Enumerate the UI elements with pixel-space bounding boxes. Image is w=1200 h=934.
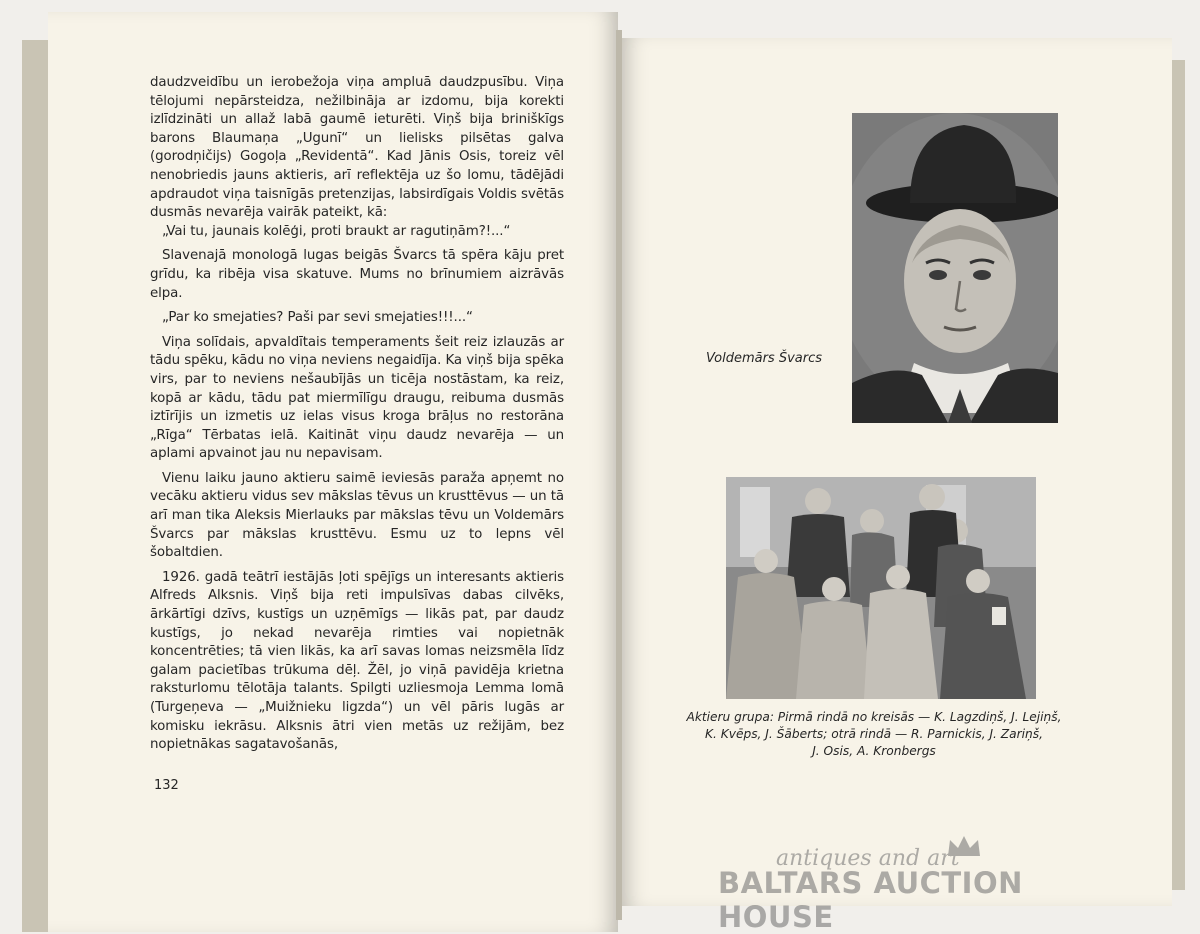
auction-house-watermark [718, 840, 1128, 934]
paragraph-6: Vienu laiku jauno aktieru saimē ieviesās paraža apņemt no vecāku aktieru vidus sev mākslas tēvus un krusttēvus — un tā arī man tika Aleksis Mierlauks par mākslas tēvu un Voldemārs Švarcs par mākslas krusttēvu. Esmu uz to lepns vēl šobaltdien. [150, 470, 564, 561]
page-number: 132 [154, 778, 179, 793]
group-photo-illustration [726, 477, 1036, 699]
group-caption-line-3: J. Osis, A. Kronbergs [812, 744, 936, 758]
paragraph-1: daudzveidību un ierobežoja viņa ampluā daudzpusību. Viņa tēlojumi nepārsteidza, nežilbināja ar izdomu, bija korekti izlīdzināti un allaž labā gaumē ieturēti. Viņš bija briniškīgs barons Blaumaņa „Ugunī“ un lielisks pilsētas galva (gorodņičijs) Gogoļa „Revidentā“. Kad Jānis Osis, toreiz vēl nenobriedis jauns aktieris, arī reflektēja uz šo lomu, tādējādi apdraudot viņa taisnīgās pretenzijas, labsirdīgais Voldis svētās dusmās nevarēja vairāk pateikt, kā: [150, 75, 564, 221]
paragraph-3: Slavenajā monologā lugas beigās Švarcs tā spēra kāju pret grīdu, ka ribēja visa skatuve. Mums no brīnumiem aizrāvās elpa. [150, 248, 564, 301]
paragraph-7: 1926. gadā teātrī iestājās ļoti spējīgs un interesants aktieris Alfreds Alksnis. Viņš bija reti impulsīvas dabas cilvēks, ārkārtīgi dzīvs, kustīgs un uzņēmīgs — likās pat, par daudz kustīgs, jo nekad nevarēja rimties vai nopietnāk koncentrēties; tā vien likās, ka arī savas lomas neizsmēla līdz galam pacietības trūkuma dēļ. Žēl, jo viņā pavidēja krietna raksturlomu tēlotāja talants. Spilgti uzliesmoja Lemma lomā (Turgeņeva — „Muižnieku ligzda“) un vēl pāris lugās ar komisku iekrāsu. Alksnis ātri vien metās uz režijām, bez nopietnākas sagatavošanās, [150, 569, 564, 753]
watermark-tagline: antiques and art [776, 846, 960, 871]
book-gutter [616, 30, 622, 920]
portrait-caption: Voldemārs Švarcs [706, 351, 823, 366]
portrait-photo [852, 113, 1058, 423]
watermark-title: BALTARS AUCTION HOUSE [718, 866, 1023, 934]
portrait-illustration [852, 113, 1058, 423]
group-photo [726, 477, 1036, 699]
paragraph-4: „Par ko smejaties? Paši par sevi smejaties!!!...“ [162, 310, 473, 326]
group-photo-caption [664, 709, 1084, 760]
group-caption-line-2: K. Kvēps, J. Šāberts; otrā rindā — R. Parnickis, J. Zariņš, [705, 727, 1043, 741]
paragraph-5: Viņa solīdais, apvaldītais temperaments šeit reiz izlauzās ar tādu spēku, kādu no viņa neviens negaidīja. Ka viņš bija spēka virs, par to neviens nešaubījās un ticēja nostāstam, ka reiz, kopā ar kādu, tādu pat miermīlīgu draugu, reibuma dusmās iztīrījis un izmetis uz ielas visus kroga brāļus no restorāna „Rīga“ Tērbatas ielā. Kaitināt viņu daudz nevarēja — un aplami apvainot jau nu nepavisam. [150, 334, 564, 462]
paragraph-2: „Vai tu, jaunais kolēģi, proti braukt ar ragutiņām?!...“ [162, 223, 511, 239]
left-page-text [150, 74, 564, 755]
group-caption-line-1: Aktieru grupa: Pirmā rindā no kreisās — K. Lagzdiņš, J. Lejiņš, [686, 710, 1062, 724]
